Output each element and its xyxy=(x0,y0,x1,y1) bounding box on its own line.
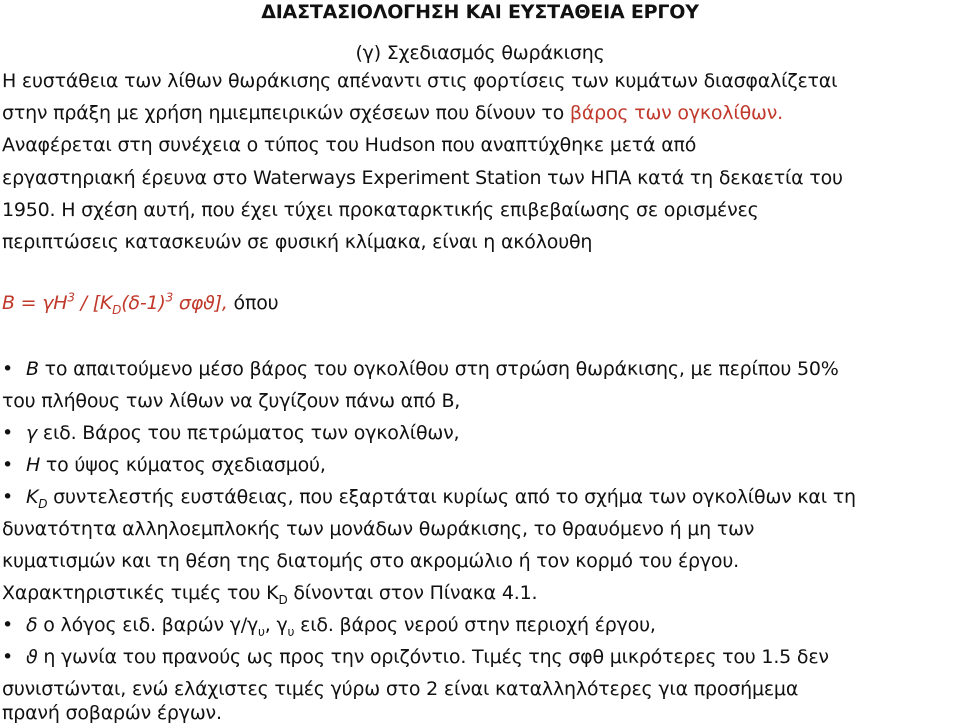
formula-part-2: / [K xyxy=(74,292,113,314)
bullet-icon: • xyxy=(2,358,14,380)
variable-k-subscript: D xyxy=(38,496,48,511)
intro-line-5: 1950. Η σχέση αυτή, που έχει τύχει προκαταρκτικής επιβεβαίωσης σε ορισμένες xyxy=(2,199,759,221)
definition-delta xyxy=(2,610,656,640)
kd-values-table-ref: δίνονται στον Πίνακα 4.1. xyxy=(287,582,538,604)
definition-theta-cont-1: συνιστώνται, ενώ ελάχιστες τιμές γύρω στο 2 είναι καταλληλότερες για προσήμεμα xyxy=(2,678,799,700)
bullet-icon: • xyxy=(2,486,14,508)
intro-line-1: Η ευστάθεια των λίθων θωράκισης απέναντι στις φορτίσεις των κυμάτων διασφαλίζεται xyxy=(2,70,838,92)
formula-part-4: σφϑ], xyxy=(173,292,228,314)
variable-h: H xyxy=(26,454,41,476)
section-subtitle: (γ) Σχεδιασμός θωράκισης xyxy=(355,42,605,64)
intro-line-6: περιπτώσεις κατασκευών σε φυσική κλίμακα, είναι η ακόλουθη xyxy=(2,231,593,253)
formula-exponent-2: 3 xyxy=(165,290,174,305)
delta-subscript-2: υ xyxy=(287,624,295,639)
formula-subscript-d: D xyxy=(112,302,122,317)
formula-exponent-1: 3 xyxy=(67,290,75,305)
definition-b-cont: του πλήθους των λίθων να ζυγίζουν πάνω από Β, xyxy=(2,390,461,412)
intro-line-2-text: στην πράξη με χρήση ημιεμπειρικών σχέσεων που δίνουν το xyxy=(2,102,570,124)
bullet-icon: • xyxy=(2,422,14,444)
definition-gamma-text: ειδ. Βάρος του πετρώματος των ογκολίθων, xyxy=(37,422,460,444)
intro-line-4: εργαστηριακή έρευνα στο Waterways Experiment Station των ΗΠΑ κατά τη δεκαετία του xyxy=(2,167,843,189)
definition-h xyxy=(2,450,326,480)
definition-kd-cont-1: δυνατότητα αλληλοεμπλοκής των μονάδων θωράκισης, το θραυόμενο ή μη των xyxy=(2,518,755,540)
formula-suffix: όπου xyxy=(227,292,279,314)
formula-part-3: (δ-1) xyxy=(121,292,166,314)
definition-kd-cont-3 xyxy=(2,578,537,608)
kd-values-text: Χαρακτηριστικές τιμές του K xyxy=(2,582,279,604)
intro-line-2 xyxy=(2,98,783,128)
definition-kd-text: συντελεστής ευστάθειας, που εξαρτάται κυρίως από το σχήμα των ογκολίθων και τη xyxy=(47,486,856,508)
definition-delta-text-c: ειδ. βάρος νερού στην περιοχή έργου, xyxy=(294,614,656,636)
definition-theta-text: η γωνία του πρανούς ως προς την οριζόντιο. Τιμές της σφθ μικρότερες του 1.5 δεν xyxy=(37,646,829,668)
page-title: ΔΙΑΣΤΑΣΙΟΛΟΓΗΣΗ ΚΑΙ ΕΥΣΤΑΘΕΙΑ ΕΡΓΟΥ xyxy=(261,1,699,23)
variable-b: B xyxy=(26,358,39,380)
variable-theta: ϑ xyxy=(26,646,38,668)
highlight-text: βάρος των ογκολίθων. xyxy=(569,102,783,124)
definition-theta-cont-2: πρανή σοβαρών έργων. xyxy=(2,702,222,724)
variable-gamma: γ xyxy=(26,422,38,444)
definition-kd xyxy=(2,482,856,512)
bullet-icon: • xyxy=(2,614,14,636)
delta-subscript-1: υ xyxy=(258,624,265,639)
kd-values-subscript: D xyxy=(278,592,288,607)
definition-kd-cont-2: κυματισμών και τη θέση της διατομής στο ακρομώλιο ή τον κορμό του έργου. xyxy=(2,550,739,572)
formula-expression xyxy=(2,290,228,317)
definition-h-text: το ύψος κύματος σχεδιασμού, xyxy=(40,454,326,476)
definition-gamma xyxy=(2,418,459,448)
definition-theta xyxy=(2,642,829,672)
hudson-formula xyxy=(2,288,278,318)
definition-b-text: το απαιτούμενο μέσο βάρος του ογκολίθου στη στρώση θωράκισης, με περίπου 50% xyxy=(38,358,839,380)
variable-k: K xyxy=(26,486,39,508)
intro-line-3: Αναφέρεται στη συνέχεια ο τύπος του Hudson που αναπτύχθηκε μετά από xyxy=(2,134,697,156)
definition-delta-text-b: , γ xyxy=(264,614,288,636)
bullet-icon: • xyxy=(2,454,14,476)
definition-delta-text-a: ο λόγος ειδ. βαρών γ/γ xyxy=(37,614,259,636)
variable-delta: δ xyxy=(26,614,38,636)
formula-part-1: B = γH xyxy=(2,292,68,314)
definition-b xyxy=(2,354,839,384)
bullet-icon: • xyxy=(2,646,14,668)
